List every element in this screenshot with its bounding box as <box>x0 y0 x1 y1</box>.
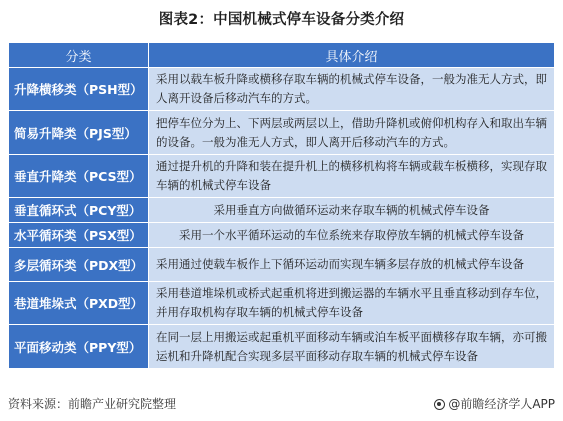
category-cell: 垂直升降类（PCS型） <box>9 155 149 198</box>
brand-credit <box>434 395 555 412</box>
column-header-description: 具体介绍 <box>149 43 555 68</box>
category-cell: 水平循环类（PSX型） <box>9 223 149 248</box>
table-row <box>9 155 555 198</box>
category-cell: 升降横移类（PSH型） <box>9 68 149 111</box>
table-header-row <box>9 43 555 68</box>
description-cell: 采用通过使载车板作上下循环运动而实现车辆多层存放的机械式停车设备 <box>149 248 555 282</box>
description-cell: 通过提升机的升降和装在提升机上的横移机构将车辆或载车板横移，实现存取车辆的机械式停车设备 <box>149 155 555 198</box>
column-header-category: 分类 <box>9 43 149 68</box>
classification-table <box>8 42 555 369</box>
brand-logo-icon <box>434 399 445 410</box>
table-row <box>9 223 555 248</box>
category-cell: 垂直循环式（PCY型） <box>9 198 149 223</box>
table-row <box>9 325 555 369</box>
category-cell: 多层循环类（PDX型） <box>9 248 149 282</box>
category-cell: 巷道堆垛式（PXD型） <box>9 282 149 325</box>
description-cell: 采用以载车板升降或横移存取车辆的机械式停车设备，一般为准无人方式，即人离开设备后移动汽车的方式。 <box>149 68 555 111</box>
category-cell: 简易升降类（PJS型） <box>9 111 149 155</box>
table-row <box>9 248 555 282</box>
description-cell: 把停车位分为上、下两层或两层以上，借助升降机或俯仰机构存入和取出车辆的设备。一般为准无人方式，即人离开后移动汽车的方式。 <box>149 111 555 155</box>
table-row <box>9 282 555 325</box>
source-note: 资料来源：前瞻产业研究院整理 <box>8 397 177 411</box>
table-row <box>9 68 555 111</box>
table-row <box>9 198 555 223</box>
classification-table-container <box>8 42 555 369</box>
description-cell: 采用巷道堆垛机或桥式起重机将进到搬运器的车辆水平且垂直移动到存车位，并用存取机构存取车辆的机械式停车设备 <box>149 282 555 325</box>
chart-title: 图表2：中国机械式停车设备分类介绍 <box>158 12 405 28</box>
description-cell: 在同一层上用搬运或起重机平面移动车辆或泊车板平面横移存取车辆，亦可搬运机和升降机配合实现多层平面移动存取车辆的机械式停车设备 <box>149 325 555 369</box>
category-cell: 平面移动类（PPY型） <box>9 325 149 369</box>
description-cell: 采用一个水平循环运动的车位系统来存取停放车辆的机械式停车设备 <box>149 223 555 248</box>
description-cell: 采用垂直方向做循环运动来存取车辆的机械式停车设备 <box>149 198 555 223</box>
brand-credit-text: @前瞻经济学人APP <box>448 397 555 411</box>
table-row <box>9 111 555 155</box>
